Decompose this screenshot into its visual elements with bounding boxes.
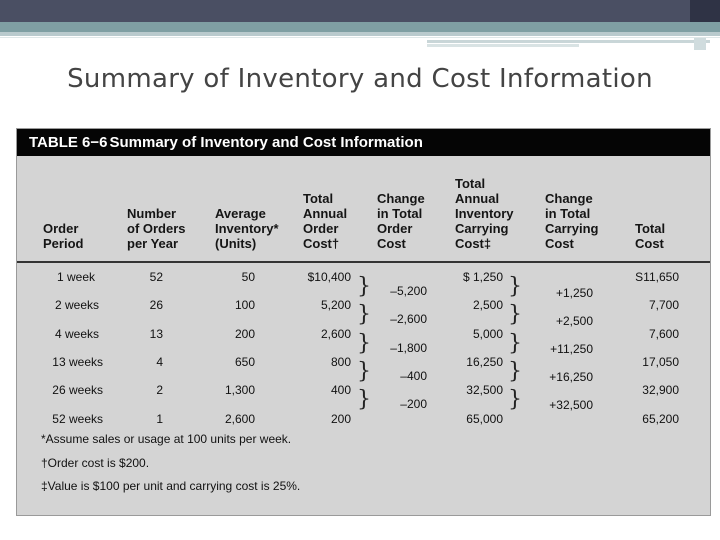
cell-change-carrying-cost: +32,500 [549, 398, 593, 412]
cell-order-cost: 2,600 [320, 327, 351, 341]
brace-left: } [357, 387, 371, 412]
header-line: Inventory [455, 206, 514, 221]
cell-period: 13 weeks [52, 355, 103, 369]
cell-order-cost: 800 [330, 355, 351, 369]
cell-order-cost: 200 [330, 412, 351, 426]
cell-orders: 4 [156, 355, 163, 369]
cell-change-carrying-cost: +11,250 [550, 342, 593, 356]
cell-carrying-cost: 65,000 [466, 412, 503, 426]
header-line: Total [455, 176, 486, 191]
header-line: Order [43, 221, 79, 236]
header-line: Average [215, 206, 266, 221]
header-line: Order [377, 221, 413, 236]
header-accent-line-short [427, 44, 579, 47]
cell-avg-inventory: 2,600 [224, 412, 255, 426]
cell-change-carrying-cost: +16,250 [549, 370, 593, 384]
header-line: Number [127, 206, 177, 221]
header-line: Order [303, 221, 339, 236]
header-line: Change [545, 191, 593, 206]
cell-total-cost: 17,050 [642, 355, 679, 369]
cell-carrying-cost: $ 1,250 [462, 270, 503, 284]
cell-orders: 2 [156, 383, 163, 397]
cell-total-cost: 7,700 [648, 298, 679, 312]
header-line: Total [635, 221, 666, 236]
header-total-cost [635, 221, 665, 251]
header-accent-line [427, 40, 710, 43]
cell-period: 4 weeks [54, 327, 99, 341]
cell-total-cost: S11,650 [635, 270, 679, 284]
cell-orders: 52 [149, 270, 163, 284]
brace-right: } [508, 331, 522, 356]
cell-change-order-cost: –400 [400, 369, 427, 383]
cell-carrying-cost: 16,250 [466, 355, 503, 369]
header-line: Cost [635, 236, 664, 251]
cell-avg-inventory: 650 [234, 355, 255, 369]
cell-order-cost: 400 [330, 383, 351, 397]
cell-period: 52 weeks [52, 412, 103, 426]
cell-total-cost: 7,600 [648, 327, 679, 341]
header-divider [17, 261, 710, 263]
cell-period: 2 weeks [54, 298, 99, 312]
cell-change-order-cost: –1,800 [390, 341, 427, 355]
brace-right: } [508, 302, 522, 327]
brace-right: } [508, 274, 522, 299]
header-line: Cost‡ [455, 236, 492, 251]
brace-left: } [357, 359, 371, 384]
cell-carrying-cost: 2,500 [472, 298, 503, 312]
cell-order-cost: 5,200 [320, 298, 351, 312]
cell-carrying-cost: 32,500 [466, 383, 503, 397]
header-line: Total [303, 191, 334, 206]
header-accent-square [694, 38, 706, 50]
table-number: TABLE 6−6 [29, 134, 108, 151]
table-caption-bar [17, 129, 710, 156]
header-line: in Total [377, 206, 423, 221]
header-line: Cost† [303, 236, 340, 251]
cell-avg-inventory: 100 [234, 298, 255, 312]
footnote-usage: *Assume sales or usage at 100 units per week. [41, 432, 292, 446]
cell-change-carrying-cost: +1,250 [555, 286, 593, 300]
header-line: per Year [127, 236, 179, 251]
cell-order-cost: $10,400 [307, 270, 351, 284]
brace-right: } [508, 359, 522, 384]
brace-left: } [357, 331, 371, 356]
header-total-order-cost [303, 191, 347, 251]
cell-orders: 26 [149, 298, 163, 312]
header-average-inventory [215, 206, 279, 251]
cell-avg-inventory: 50 [241, 270, 255, 284]
cell-change-order-cost: –2,600 [390, 312, 427, 326]
table-caption [29, 134, 423, 151]
table-caption-title: Summary of Inventory and Cost Information [109, 134, 423, 151]
header-line: (Units) [215, 236, 257, 251]
inventory-cost-table [16, 128, 711, 516]
brace-left: } [357, 302, 371, 327]
cell-avg-inventory: 1,300 [224, 383, 255, 397]
header-order-period [43, 221, 83, 251]
header-total-carrying-cost [455, 176, 514, 251]
cell-avg-inventory: 200 [234, 327, 255, 341]
top-banner-corner [690, 0, 720, 22]
header-line: Period [43, 236, 84, 251]
header-stripe-light [0, 32, 720, 36]
header-change-carrying-cost [545, 191, 598, 251]
brace-right: } [508, 387, 522, 412]
header-line: Change [377, 191, 425, 206]
header-line: Annual [303, 206, 348, 221]
cell-total-cost: 65,200 [642, 412, 679, 426]
cell-period: 1 week [56, 270, 95, 284]
header-stripe [0, 22, 720, 32]
header-line: Carrying [455, 221, 509, 236]
header-line: Cost [377, 236, 406, 251]
header-line: Carrying [545, 221, 599, 236]
header-stripe-thin [0, 37, 720, 38]
footnote-carrying-cost: ‡Value is $100 per unit and carrying cost is 25%. [41, 479, 301, 493]
cell-orders: 1 [156, 412, 163, 426]
cell-carrying-cost: 5,000 [472, 327, 503, 341]
brace-left: } [357, 274, 371, 299]
header-line: of Orders [127, 221, 186, 236]
cell-change-carrying-cost: +2,500 [555, 314, 593, 328]
cell-change-order-cost: –200 [400, 397, 427, 411]
footnote-order-cost: †Order cost is $200. [41, 456, 150, 470]
cell-orders: 13 [149, 327, 163, 341]
header-line: in Total [545, 206, 591, 221]
slide-title: Summary of Inventory and Cost Information [67, 64, 653, 94]
header-line: Annual [455, 191, 500, 206]
header-orders-per-year [127, 206, 186, 251]
cell-total-cost: 32,900 [642, 383, 679, 397]
header-line: Inventory* [215, 221, 279, 236]
header-line: Cost [545, 236, 574, 251]
cell-period: 26 weeks [52, 383, 103, 397]
top-banner [0, 0, 720, 22]
cell-change-order-cost: –5,200 [390, 284, 427, 298]
header-change-order-cost [377, 191, 425, 251]
